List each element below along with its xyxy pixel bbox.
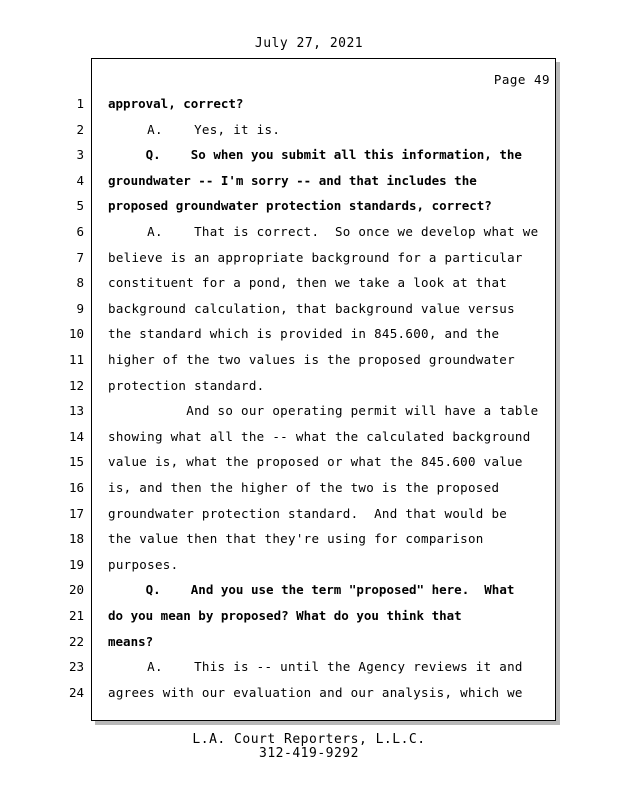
line-text: Q. So when you submit all this information, the bbox=[108, 147, 522, 163]
line-text: is, and then the higher of the two is the proposed bbox=[108, 480, 500, 495]
line-number: 8 bbox=[76, 275, 84, 291]
line-number: 22 bbox=[68, 633, 84, 649]
line-number: 10 bbox=[68, 326, 84, 342]
line-text: agrees with our evaluation and our analysis, which we bbox=[108, 684, 523, 700]
line-text: the standard which is provided in 845.600, and the bbox=[108, 326, 500, 342]
transcript-date: July 27, 2021 bbox=[254, 36, 364, 51]
line-number: 1 bbox=[76, 96, 84, 111]
line-number: 5 bbox=[76, 198, 84, 214]
footer bbox=[0, 733, 618, 761]
line-text: constituent for a pond, then we take a look at that bbox=[108, 275, 508, 291]
line-number: 19 bbox=[68, 556, 84, 572]
line-number: 18 bbox=[68, 531, 84, 547]
line-number: 21 bbox=[68, 608, 84, 623]
line-number: 24 bbox=[68, 684, 84, 700]
page-number: Page 49 bbox=[493, 72, 550, 87]
line-number: 23 bbox=[68, 659, 84, 675]
line-text: groundwater protection standard. And that would be bbox=[108, 505, 508, 521]
court-reporter-name: L.A. Court Reporters, L.L.C. bbox=[192, 732, 426, 747]
line-text: proposed groundwater protection standards, correct? bbox=[108, 198, 492, 214]
line-text: value is, what the proposed or what the 845.600 value bbox=[108, 454, 523, 470]
court-reporter-phone: 312-419-9292 bbox=[259, 746, 359, 761]
line-number: 13 bbox=[68, 403, 84, 419]
line-text: protection standard. bbox=[108, 377, 265, 393]
line-text: Q. And you use the term "proposed" here. What bbox=[108, 582, 515, 598]
line-text: higher of the two values is the proposed groundwater bbox=[108, 352, 515, 367]
line-number: 20 bbox=[68, 582, 84, 598]
line-text: approval, correct? bbox=[108, 96, 244, 111]
line-text: the value then that they're using for comparison bbox=[108, 531, 484, 547]
line-text: purposes. bbox=[108, 556, 179, 572]
line-number: 9 bbox=[76, 300, 84, 316]
line-number: 14 bbox=[68, 428, 84, 444]
line-number: 17 bbox=[68, 505, 84, 521]
line-number: 4 bbox=[76, 172, 84, 188]
line-number: 2 bbox=[76, 121, 84, 137]
line-text: means? bbox=[108, 633, 154, 649]
line-number: 16 bbox=[68, 480, 84, 495]
line-number: 3 bbox=[76, 147, 84, 163]
line-text: believe is an appropriate background for a particular bbox=[108, 249, 523, 265]
line-text: And so our operating permit will have a table bbox=[108, 403, 539, 419]
line-text: showing what all the -- what the calculated background bbox=[108, 428, 531, 444]
line-number: 15 bbox=[68, 454, 84, 470]
line-number: 12 bbox=[68, 377, 84, 393]
line-text: do you mean by proposed? What do you think that bbox=[108, 608, 462, 623]
line-text: A. That is correct. So once we develop what we bbox=[108, 224, 539, 239]
line-text: A. Yes, it is. bbox=[108, 121, 281, 137]
line-text: groundwater -- I'm sorry -- and that includes the bbox=[108, 172, 477, 188]
line-number: 6 bbox=[76, 224, 84, 239]
line-number: 11 bbox=[68, 352, 84, 367]
line-text: A. This is -- until the Agency reviews it and bbox=[108, 659, 523, 675]
line-text: background calculation, that background value versus bbox=[108, 300, 515, 316]
line-number: 7 bbox=[76, 249, 84, 265]
